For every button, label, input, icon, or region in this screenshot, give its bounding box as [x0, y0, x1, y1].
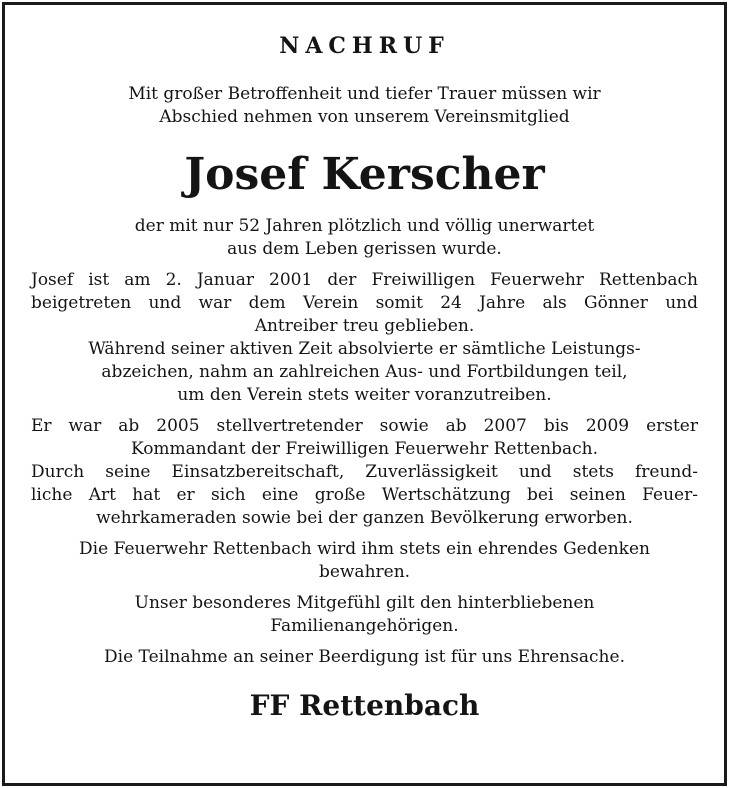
remembrance-paragraph — [31, 538, 698, 584]
command-paragraph — [31, 415, 698, 530]
death-notice-line-2: aus dem Leben gerissen wurde. — [227, 239, 502, 259]
command-line-3: Durch seine Einsatzbereitschaft, Zuverlässigkeit und stets freund- — [31, 462, 698, 482]
sympathy-line-1: Unser besonderes Mitgefühl gilt den hinterbliebenen — [134, 593, 595, 613]
command-line-2: Kommandant der Freiwilligen Feuerwehr Rettenbach. — [130, 439, 599, 459]
sympathy-line-2: Familienangehörigen. — [270, 616, 459, 636]
obituary-frame — [2, 2, 727, 786]
funeral-paragraph: Die Teilnahme an seiner Beerdigung ist für uns Ehrensache. — [104, 647, 625, 667]
signature: FF Rettenbach — [249, 689, 480, 722]
intro-line-2: Abschied nehmen von unserem Vereinsmitglied — [159, 107, 570, 127]
career-paragraph — [31, 269, 698, 407]
death-notice-line-1: der mit nur 52 Jahren plötzlich und völlig unerwartet — [134, 216, 595, 236]
command-line-4: liche Art hat er sich eine große Wertschätzung bei seinen Feuer- — [31, 485, 698, 505]
career-line-1: Josef ist am 2. Januar 2001 der Freiwilligen Feuerwehr Rettenbach — [31, 270, 698, 290]
career-line-5: abzeichen, nahm an zahlreichen Aus- und Fortbildungen teil, — [101, 362, 628, 382]
sympathy-paragraph — [31, 592, 698, 638]
obituary-heading: NACHRUF — [279, 33, 450, 59]
deceased-name: Josef Kerscher — [184, 149, 545, 200]
remembrance-line-2: bewahren. — [318, 562, 411, 582]
command-line-1: Er war ab 2005 stellvertretender sowie ab 2007 bis 2009 erster — [31, 416, 698, 436]
command-line-5: wehrkameraden sowie bei der ganzen Bevölkerung erworben. — [96, 508, 633, 528]
intro-line-1: Mit großer Betroffenheit und tiefer Trauer müssen wir — [128, 84, 601, 104]
career-line-3: Antreiber treu geblieben. — [254, 316, 475, 336]
career-line-6: um den Verein stets weiter voranzutreiben. — [177, 385, 552, 405]
obituary-content — [31, 5, 698, 723]
death-notice — [31, 215, 698, 261]
intro-text — [31, 83, 698, 129]
remembrance-line-1: Die Feuerwehr Rettenbach wird ihm stets ein ehrendes Gedenken — [79, 539, 650, 559]
career-line-2: beigetreten und war dem Verein somit 24 Jahre als Gönner und — [31, 293, 698, 313]
career-line-4: Während seiner aktiven Zeit absolvierte er sämtliche Leistungs- — [88, 339, 641, 359]
